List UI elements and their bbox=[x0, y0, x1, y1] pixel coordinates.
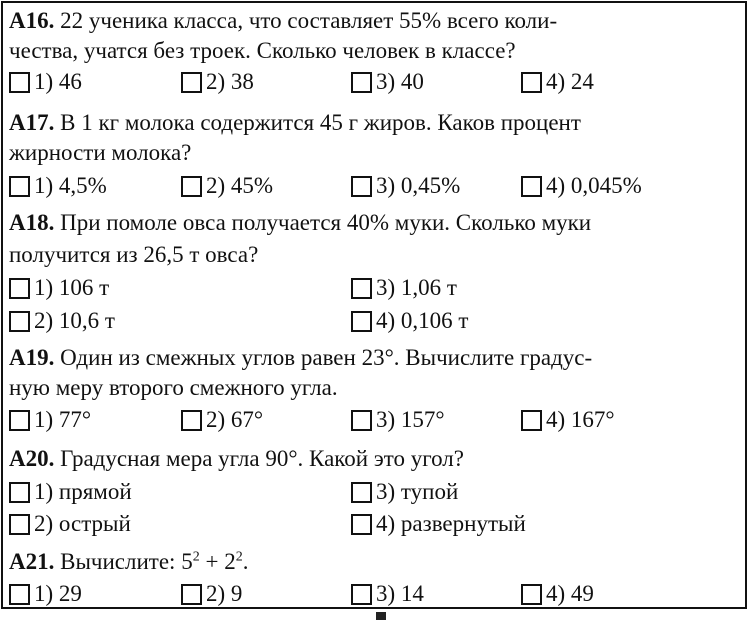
checkbox[interactable] bbox=[9, 311, 30, 332]
checkbox[interactable] bbox=[9, 514, 30, 535]
answer-option-a17-2[interactable] bbox=[181, 173, 273, 199]
question-text-line-1: В 1 кг молока содержится 45 г жиров. Каков процент bbox=[60, 110, 581, 135]
answer-option-a18-4[interactable] bbox=[351, 308, 468, 334]
answer-option-a17-4[interactable] bbox=[521, 173, 642, 199]
checkbox[interactable] bbox=[181, 410, 202, 431]
question-number: A16. bbox=[9, 8, 55, 33]
test-sheet bbox=[1, 1, 747, 609]
option-label: 4) развернутый bbox=[376, 511, 526, 536]
checkbox[interactable] bbox=[9, 584, 30, 605]
option-label: 3) 157° bbox=[376, 407, 445, 432]
answer-option-a21-1[interactable] bbox=[9, 581, 82, 607]
checkbox[interactable] bbox=[9, 278, 30, 299]
question-number: A19. bbox=[9, 345, 55, 370]
option-label: 3) 1,06 т bbox=[376, 275, 457, 300]
checkbox[interactable] bbox=[181, 72, 202, 93]
question-text-line-1: Один из смежных углов равен 23°. Вычислите градус- bbox=[60, 345, 593, 370]
checkbox[interactable] bbox=[9, 176, 30, 197]
option-label: 4) 0,106 т bbox=[376, 308, 469, 333]
answer-option-a21-4[interactable] bbox=[521, 581, 594, 607]
checkbox[interactable] bbox=[181, 176, 202, 197]
answer-option-a20-4[interactable] bbox=[351, 511, 526, 537]
checkbox[interactable] bbox=[9, 72, 30, 93]
answer-option-a16-3[interactable] bbox=[351, 69, 424, 95]
option-label: 1) 77° bbox=[34, 407, 92, 432]
question-a19-line-2: ную меру второго смежного угла. bbox=[9, 375, 338, 400]
option-label: 1) прямой bbox=[34, 479, 132, 504]
answer-option-a16-2[interactable] bbox=[181, 69, 254, 95]
base-2: 2 bbox=[224, 549, 236, 574]
checkbox[interactable] bbox=[351, 584, 372, 605]
exponent-2: 2 bbox=[235, 549, 243, 565]
answer-option-a19-2[interactable] bbox=[181, 407, 263, 433]
option-label: 1) 46 bbox=[34, 69, 82, 94]
question-a20 bbox=[9, 443, 464, 474]
answer-option-a20-2[interactable] bbox=[9, 511, 131, 537]
checkbox[interactable] bbox=[521, 410, 542, 431]
checkbox[interactable] bbox=[181, 584, 202, 605]
checkbox[interactable] bbox=[521, 584, 542, 605]
exponent-1: 2 bbox=[192, 549, 200, 565]
answer-option-a20-3[interactable] bbox=[351, 479, 458, 505]
checkbox[interactable] bbox=[351, 410, 372, 431]
answer-option-a18-2[interactable] bbox=[9, 308, 115, 334]
answer-option-a20-1[interactable] bbox=[9, 479, 132, 505]
question-a21 bbox=[9, 546, 248, 577]
checkbox[interactable] bbox=[351, 482, 372, 503]
answer-option-a19-1[interactable] bbox=[9, 407, 91, 433]
answer-option-a18-1[interactable] bbox=[9, 275, 109, 301]
period: . bbox=[242, 549, 249, 574]
question-a18 bbox=[9, 207, 591, 238]
question-a19 bbox=[9, 342, 592, 373]
option-label: 4) 0,045% bbox=[546, 173, 642, 198]
option-label: 1) 29 bbox=[34, 581, 82, 606]
question-number: A21. bbox=[9, 549, 55, 574]
question-a16 bbox=[9, 5, 557, 36]
answer-option-a17-1[interactable] bbox=[9, 173, 107, 199]
checkbox[interactable] bbox=[9, 410, 30, 431]
question-number: A18. bbox=[9, 210, 55, 235]
option-label: 3) 40 bbox=[376, 69, 424, 94]
option-label: 4) 24 bbox=[546, 69, 594, 94]
answer-option-a17-3[interactable] bbox=[351, 173, 460, 199]
answer-option-a16-1[interactable] bbox=[9, 69, 82, 95]
answer-option-a16-4[interactable] bbox=[521, 69, 594, 95]
question-text-line-1: При помоле овса получается 40% муки. Сколько муки bbox=[60, 210, 592, 235]
checkbox[interactable] bbox=[521, 72, 542, 93]
question-text-line-1: 22 ученика класса, что составляет 55% всего коли- bbox=[60, 8, 558, 33]
option-label: 3) тупой bbox=[376, 479, 459, 504]
option-label: 1) 106 т bbox=[34, 275, 110, 300]
checkbox[interactable] bbox=[351, 176, 372, 197]
question-a17-line-2: жирности молока? bbox=[9, 140, 192, 165]
checkbox[interactable] bbox=[351, 278, 372, 299]
question-a17 bbox=[9, 107, 581, 138]
question-number: A17. bbox=[9, 110, 55, 135]
checkbox[interactable] bbox=[351, 72, 372, 93]
option-label: 2) 10,6 т bbox=[34, 308, 115, 333]
answer-option-a19-3[interactable] bbox=[351, 407, 445, 433]
option-label: 2) острый bbox=[34, 511, 131, 536]
checkbox[interactable] bbox=[351, 514, 372, 535]
question-text: Вычислите: bbox=[60, 549, 182, 574]
question-text: Градусная мера угла 90°. Какой это угол? bbox=[60, 446, 464, 471]
option-label: 3) 0,45% bbox=[376, 173, 461, 198]
question-number: A20. bbox=[9, 446, 55, 471]
answer-option-a21-3[interactable] bbox=[351, 581, 424, 607]
option-label: 3) 14 bbox=[376, 581, 424, 606]
checkbox[interactable] bbox=[9, 482, 30, 503]
answer-option-a19-4[interactable] bbox=[521, 407, 615, 433]
question-a16-line-2: чества, учатся без троек. Сколько человек в классе? bbox=[9, 38, 516, 63]
option-label: 2) 67° bbox=[206, 407, 264, 432]
option-label: 2) 38 bbox=[206, 69, 254, 94]
answer-option-a21-2[interactable] bbox=[181, 581, 242, 607]
option-label: 2) 9 bbox=[206, 581, 243, 606]
answer-option-a18-3[interactable] bbox=[351, 275, 457, 301]
checkbox[interactable] bbox=[521, 176, 542, 197]
plus-sign: + bbox=[199, 549, 225, 574]
scan-mark bbox=[376, 612, 386, 620]
question-a18-line-2: получится из 26,5 т овса? bbox=[9, 242, 259, 267]
option-label: 1) 4,5% bbox=[34, 173, 107, 198]
option-label: 4) 49 bbox=[546, 581, 594, 606]
base-1: 5 bbox=[181, 549, 193, 574]
option-label: 2) 45% bbox=[206, 173, 274, 198]
option-label: 4) 167° bbox=[546, 407, 615, 432]
checkbox[interactable] bbox=[351, 311, 372, 332]
